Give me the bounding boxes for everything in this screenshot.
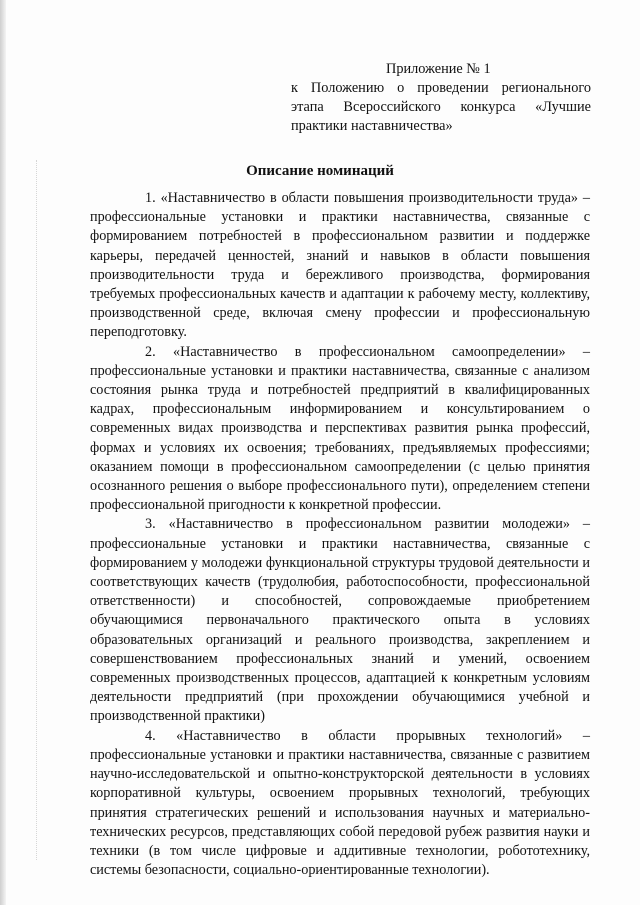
nomination-3: 3. «Наставничество в профессиональном развитии молодежи» – профессиональные установки и практики наставничества, связанные с формированием у молодежи функциональной структуры трудовой деятельности и соответствующих качеств (трудолюбия, работоспособности, профессиональной ответственности) и способностей, сопровождаемые приобретением обучающимися первоначального практического опыта в условиях образовательных организаций и реального производства, закреплением и совершенствованием профессиональных знаний и умений, освоением современных производственных процессов, адаптацией к конкретным условиям деятельности предприятий (при прохождении обучающимися учебной и производственной практики) <box>90 516 590 725</box>
scan-dotted-artifact <box>36 160 38 860</box>
appendix-line-3: практики наставничества» <box>291 118 453 134</box>
document-title: Описание номинаций <box>246 163 394 179</box>
nomination-1: 1. «Наставничество в области повышения производительности труда» – профессиональные установки и практики наставничества, связанные с формированием потребностей в профессиональном развитии и поддержке карьеры, передачей ценностей, знаний и навыков в области повышения производительности труда и бережливого производства, формирования требуемых профессиональных качеств и адаптации к рабочему месту, коллективу, производственной среде, включая смену профессии и профессиональную переподготовку. <box>90 190 590 341</box>
appendix-line-1: к Положению о проведении регионального <box>291 80 591 96</box>
nomination-2: 2. «Наставничество в профессиональном самоопределении» – профессиональные установки и практики наставничества, связанные с анализом состояния рынка труда и потребностей предприятий в квалифицированных кадрах, профессиональным информированием и консультированием о современных видах производства и перспективах развития рынка профессий, формах и условиях их освоения; требованиях, предъявляемых профессиями; оказанием помощи в профессиональном самоопределении (с целью принятия осознанного решения о выборе профессионального пути), определением степени профессиональной пригодности к конкретной профессии. <box>90 343 590 514</box>
nominations-list <box>90 189 590 880</box>
scan-left-edge <box>0 0 6 905</box>
appendix-number: Приложение № 1 <box>386 61 491 77</box>
appendix-header <box>291 60 591 136</box>
nomination-4: 4. «Наставничество в области прорывных технологий» – профессиональные установки и практики наставничества, связанные с развитием научно-исследовательской и опытно-конструкторской деятельности в условиях корпоративной культуры, освоением прорывных технологий, требующих принятия стратегических решений и использования научных и материально-технических ресурсов, представляющих собой передовой рубеж развития науки и техники (в том числе цифровые и аддитивные технологии, робототехнику, системы безопасности, социально-ориентированные технологии). <box>90 727 590 879</box>
appendix-line-2: этапа Всероссийского конкурса «Лучшие <box>291 99 591 115</box>
